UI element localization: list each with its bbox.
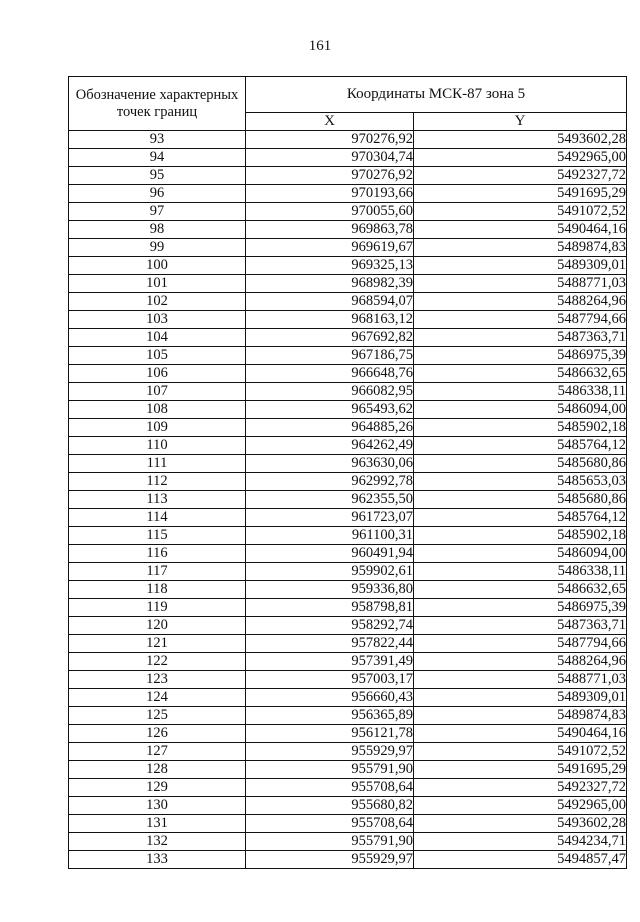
y-cell: 5485764,12 [414,509,627,527]
x-cell: 960491,94 [246,545,414,563]
x-cell: 961723,07 [246,509,414,527]
point-cell: 122 [69,653,246,671]
header-x: X [246,112,414,130]
y-cell: 5492965,00 [414,149,627,167]
x-cell: 955929,97 [246,851,414,869]
x-cell: 955929,97 [246,743,414,761]
x-cell: 955708,64 [246,815,414,833]
point-cell: 118 [69,581,246,599]
x-cell: 961100,31 [246,527,414,545]
x-cell: 962992,78 [246,473,414,491]
point-cell: 116 [69,545,246,563]
y-cell: 5485680,86 [414,491,627,509]
table-row [69,257,627,275]
point-cell: 120 [69,617,246,635]
table-row [69,725,627,743]
table-row [69,437,627,455]
y-cell: 5492965,00 [414,797,627,815]
y-cell: 5489309,01 [414,257,627,275]
y-cell: 5488264,96 [414,653,627,671]
x-cell: 965493,62 [246,401,414,419]
table-row [69,743,627,761]
table-row [69,599,627,617]
table-row [69,797,627,815]
y-cell: 5490464,16 [414,725,627,743]
table-row [69,185,627,203]
table-row [69,833,627,851]
point-cell: 105 [69,347,246,365]
point-cell: 93 [69,131,246,149]
x-cell: 966648,76 [246,365,414,383]
table-header [69,77,627,131]
table-row [69,329,627,347]
table-row [69,419,627,437]
x-cell: 956660,43 [246,689,414,707]
x-cell: 969619,67 [246,239,414,257]
y-cell: 5485764,12 [414,437,627,455]
x-cell: 969863,78 [246,221,414,239]
point-cell: 97 [69,203,246,221]
y-cell: 5485902,18 [414,419,627,437]
table-row [69,293,627,311]
x-cell: 968163,12 [246,311,414,329]
point-cell: 121 [69,635,246,653]
x-cell: 959336,80 [246,581,414,599]
table-row [69,617,627,635]
point-cell: 110 [69,437,246,455]
point-cell: 108 [69,401,246,419]
x-cell: 968982,39 [246,275,414,293]
y-cell: 5492327,72 [414,779,627,797]
y-cell: 5488771,03 [414,671,627,689]
table-row [69,581,627,599]
y-cell: 5490464,16 [414,221,627,239]
y-cell: 5487363,71 [414,617,627,635]
point-cell: 127 [69,743,246,761]
point-cell: 128 [69,761,246,779]
table-row [69,383,627,401]
table-row [69,473,627,491]
table-row [69,311,627,329]
table-row [69,455,627,473]
point-cell: 114 [69,509,246,527]
x-cell: 957391,49 [246,653,414,671]
table-row [69,221,627,239]
point-cell: 130 [69,797,246,815]
point-cell: 117 [69,563,246,581]
page-number: 161 [308,38,332,54]
y-cell: 5491072,52 [414,743,627,761]
coordinates-table [68,76,627,869]
x-cell: 970276,92 [246,167,414,185]
x-cell: 963630,06 [246,455,414,473]
point-cell: 132 [69,833,246,851]
y-cell: 5491072,52 [414,203,627,221]
y-cell: 5494234,71 [414,833,627,851]
table-row [69,779,627,797]
x-cell: 966082,95 [246,383,414,401]
table-row [69,851,627,869]
x-cell: 955680,82 [246,797,414,815]
y-cell: 5485680,86 [414,455,627,473]
y-cell: 5488771,03 [414,275,627,293]
table-row [69,545,627,563]
point-cell: 109 [69,419,246,437]
point-cell: 131 [69,815,246,833]
y-cell: 5486094,00 [414,545,627,563]
y-cell: 5488264,96 [414,293,627,311]
table-row [69,401,627,419]
y-cell: 5491695,29 [414,185,627,203]
x-cell: 970276,92 [246,131,414,149]
y-cell: 5494857,47 [414,851,627,869]
table-row [69,275,627,293]
x-cell: 969325,13 [246,257,414,275]
y-cell: 5487794,66 [414,635,627,653]
y-cell: 5489309,01 [414,689,627,707]
point-cell: 126 [69,725,246,743]
point-cell: 112 [69,473,246,491]
point-cell: 133 [69,851,246,869]
x-cell: 955791,90 [246,833,414,851]
table-row [69,689,627,707]
table-row [69,563,627,581]
x-cell: 956365,89 [246,707,414,725]
table-body [69,131,627,869]
point-cell: 119 [69,599,246,617]
y-cell: 5489874,83 [414,707,627,725]
x-cell: 959902,61 [246,563,414,581]
table-row [69,149,627,167]
x-cell: 964885,26 [246,419,414,437]
x-cell: 957822,44 [246,635,414,653]
header-point-designation: Обозначение характерных точек границ [69,77,246,131]
table-row [69,365,627,383]
table-row [69,527,627,545]
y-cell: 5486338,11 [414,563,627,581]
table-row [69,653,627,671]
x-cell: 970055,60 [246,203,414,221]
point-cell: 94 [69,149,246,167]
table-row [69,131,627,149]
x-cell: 970193,66 [246,185,414,203]
x-cell: 957003,17 [246,671,414,689]
point-cell: 113 [69,491,246,509]
point-cell: 99 [69,239,246,257]
point-cell: 129 [69,779,246,797]
y-cell: 5487794,66 [414,311,627,329]
table-row [69,761,627,779]
y-cell: 5485902,18 [414,527,627,545]
header-coordinate-system: Координаты МСК-87 зона 5 [246,77,627,113]
x-cell: 967692,82 [246,329,414,347]
x-cell: 958292,74 [246,617,414,635]
point-cell: 100 [69,257,246,275]
header-y: Y [414,112,627,130]
y-cell: 5493602,28 [414,131,627,149]
table-row [69,239,627,257]
table-row [69,671,627,689]
y-cell: 5486338,11 [414,383,627,401]
x-cell: 955708,64 [246,779,414,797]
table-row [69,167,627,185]
x-cell: 968594,07 [246,293,414,311]
table-row [69,491,627,509]
point-cell: 115 [69,527,246,545]
y-cell: 5486632,65 [414,581,627,599]
table-row [69,347,627,365]
point-cell: 125 [69,707,246,725]
table-row [69,635,627,653]
y-cell: 5486094,00 [414,401,627,419]
point-cell: 101 [69,275,246,293]
table-row [69,509,627,527]
y-cell: 5489874,83 [414,239,627,257]
table-row [69,203,627,221]
x-cell: 958798,81 [246,599,414,617]
point-cell: 96 [69,185,246,203]
point-cell: 111 [69,455,246,473]
y-cell: 5486632,65 [414,365,627,383]
point-cell: 107 [69,383,246,401]
point-cell: 102 [69,293,246,311]
point-cell: 104 [69,329,246,347]
y-cell: 5491695,29 [414,761,627,779]
table-row [69,707,627,725]
point-cell: 123 [69,671,246,689]
y-cell: 5486975,39 [414,599,627,617]
x-cell: 956121,78 [246,725,414,743]
point-cell: 95 [69,167,246,185]
point-cell: 98 [69,221,246,239]
x-cell: 962355,50 [246,491,414,509]
table-row [69,815,627,833]
point-cell: 124 [69,689,246,707]
y-cell: 5485653,03 [414,473,627,491]
x-cell: 964262,49 [246,437,414,455]
y-cell: 5492327,72 [414,167,627,185]
point-cell: 103 [69,311,246,329]
point-cell: 106 [69,365,246,383]
y-cell: 5487363,71 [414,329,627,347]
y-cell: 5486975,39 [414,347,627,365]
x-cell: 970304,74 [246,149,414,167]
x-cell: 967186,75 [246,347,414,365]
x-cell: 955791,90 [246,761,414,779]
y-cell: 5493602,28 [414,815,627,833]
